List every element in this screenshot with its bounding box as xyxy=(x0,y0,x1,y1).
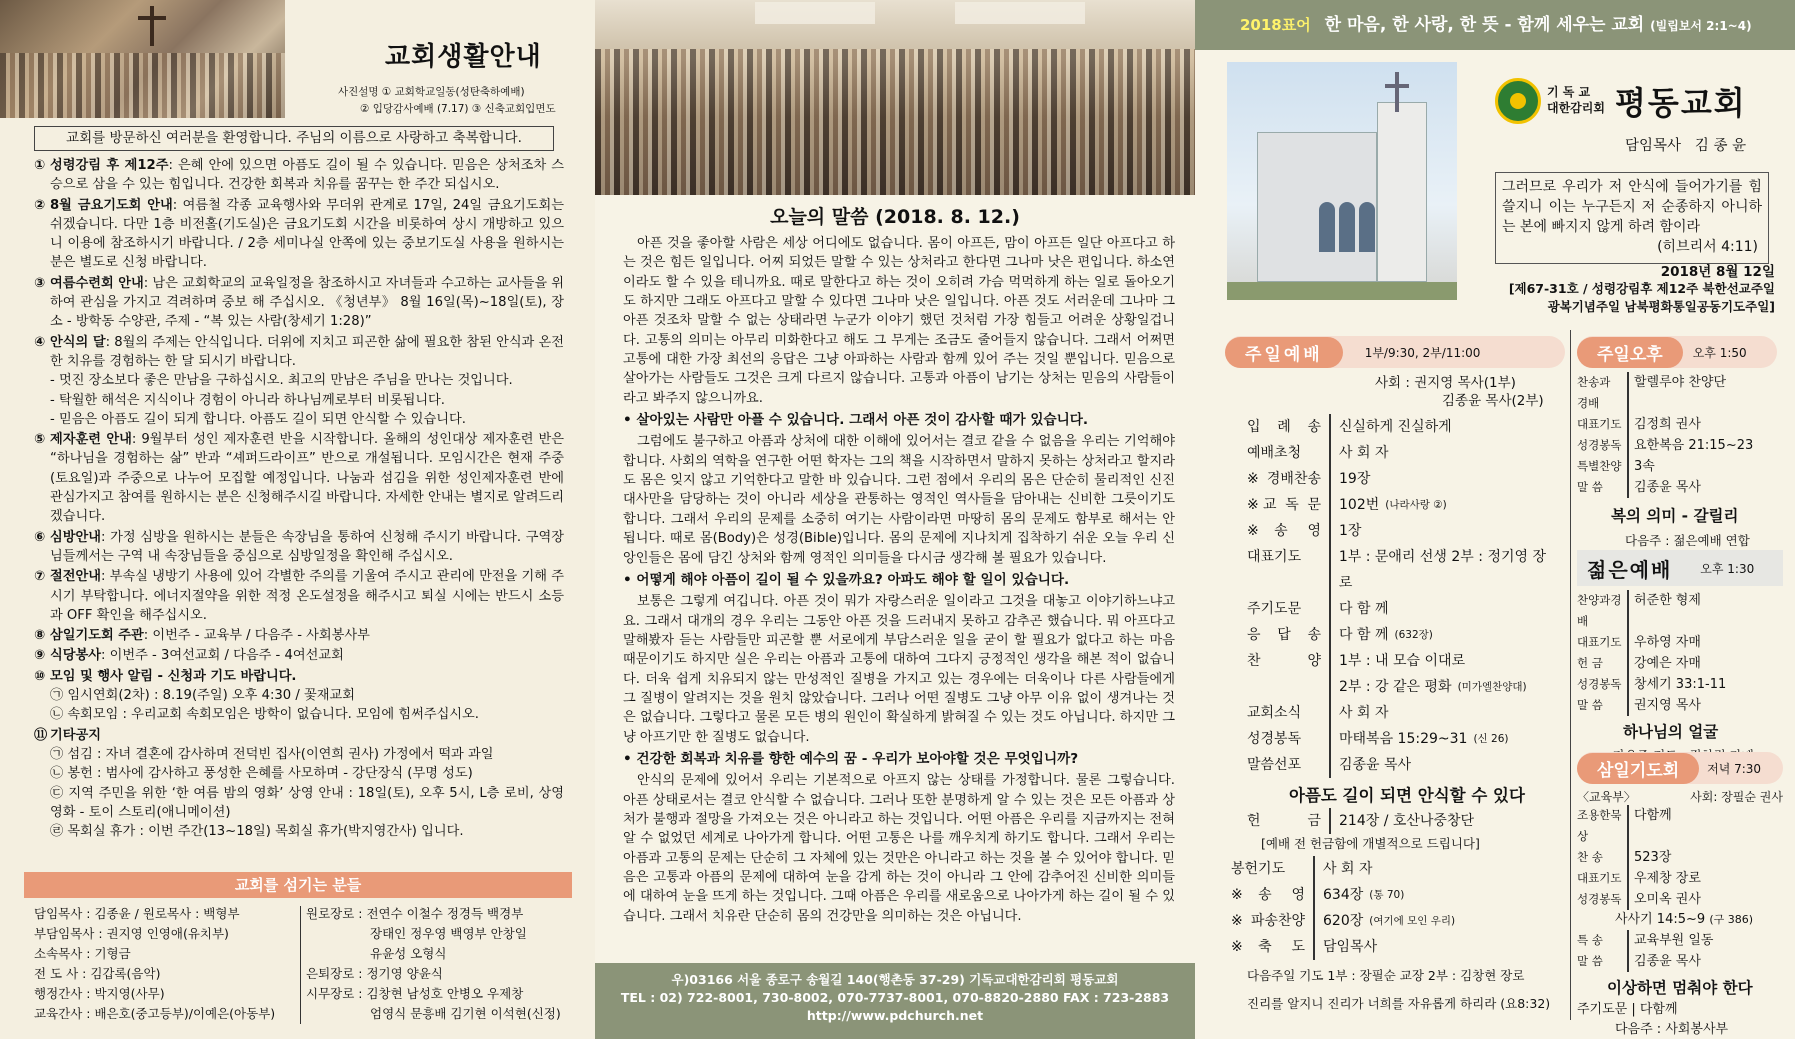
service-item-name: 말 씀 xyxy=(1577,951,1629,972)
children-group-photo xyxy=(0,0,285,118)
announcement-number: ① xyxy=(34,158,46,173)
worship-order-row xyxy=(1247,544,1565,596)
welcome-box: 교회를 방문하신 여러분을 환영합니다. 주님의 이름으로 사랑하고 축복합니다. xyxy=(34,126,554,151)
young-worship-label: 젊은예배 xyxy=(1587,557,1673,582)
service-item-value: 다함께 xyxy=(1634,808,1672,823)
servants-title: 교회를 섬기는 분들 xyxy=(24,872,572,898)
worship-order-row xyxy=(1247,518,1565,544)
service-order-row xyxy=(1577,477,1777,498)
photo-caption: 사진설명 ① 교회학교일동(성탄축하예배) ② 입당감사예배 (7.17) ③ 신축교회입면도 xyxy=(338,86,556,115)
order-item-value: 634장 xyxy=(1323,887,1364,903)
order-item-name: 대표기도 xyxy=(1247,544,1331,596)
order-item-note: (신 26) xyxy=(1473,733,1509,745)
worship-order-row xyxy=(1247,700,1565,726)
bible-verse-box: 그러므로 우리가 저 안식에 들어가기를 힘쓸지니 이는 누구든지 저 순종하지 아니하는 본에 빠지지 않게 하려 함이라 (히브리서 4:11) xyxy=(1495,172,1769,264)
order-item-note: (632장) xyxy=(1394,629,1433,641)
worship-order-row xyxy=(1231,934,1565,960)
afternoon-worship-section: 주일오후 오후 1:50 찬송과 경배 할렐루야 찬양단 대표기도 김정희 권사 성경봉독 요한복음 21:15~23 특별찬양 3속 말 씀 김종윤 목사 복의 의미 - 갈릴리 다음주 : 젊은예배 연합 xyxy=(1577,336,1777,568)
service-item-name: 대표기도 xyxy=(1577,414,1629,435)
order-item-name: 말씀선포 xyxy=(1247,752,1331,778)
order-item-value: 1장 xyxy=(1339,523,1362,539)
worship-order-row xyxy=(1247,674,1565,700)
worship-order-row xyxy=(1247,596,1565,622)
dedication-service-photo xyxy=(595,0,1195,195)
announcement-heading: 식당봉사 xyxy=(50,648,101,664)
announcement-item xyxy=(34,430,564,526)
page-title: 교회생활안내 xyxy=(385,42,542,72)
sermon-body xyxy=(623,234,1175,926)
service-item-name: 특별찬양 xyxy=(1577,456,1629,477)
service-item-name: 성경봉독 xyxy=(1577,435,1629,456)
service-order-row xyxy=(1577,590,1783,632)
service-item-name: 말 씀 xyxy=(1577,695,1629,716)
announcement-number: ⑥ xyxy=(34,529,46,545)
worship-order-row xyxy=(1247,752,1565,778)
presider: 사회 : 권지영 목사(1부) 김종윤 목사(2부) xyxy=(1375,375,1544,409)
wednesday-prayer-label: 삼일기도회 xyxy=(1577,753,1699,784)
announcement-item xyxy=(34,274,564,332)
service-item-name: 성경봉독 xyxy=(1577,889,1629,910)
offering-order xyxy=(1247,808,1565,834)
announcement-number: ⑪ xyxy=(34,727,48,743)
wednesday-sermon-title: 이상하면 멈춰야 한다 xyxy=(1607,979,1753,997)
service-order-row xyxy=(1577,930,1783,951)
service-item-name: 찬 송 xyxy=(1577,847,1629,868)
worship-order-row xyxy=(1247,414,1565,440)
announcement-text: : 여름철 각종 교육행사와 무더위 관계로 17일, 24일 금요기도회는 쉬겠습니다. 다만 1층 비전홀(기도실)은 금요기도회 시간을 비롯하여 상시 개방하고 있으니 이용에 참조하시기 바랍니다. / 2층 세미나실 안쪽에 있는 중보기도실 사용을 원하시는 분은 별도로 신청 바랍니다. xyxy=(50,197,565,271)
order-item-name: ※교 독 문 xyxy=(1247,492,1331,518)
service-order-row xyxy=(1577,653,1783,674)
bulletin-date: 2018년 8월 12일 xyxy=(1660,264,1775,280)
announcement-list xyxy=(34,156,564,842)
worship-order-row xyxy=(1231,908,1565,934)
order-item-name: 예배초청 xyxy=(1247,440,1331,466)
service-item-value: 김정희 권사 xyxy=(1634,417,1701,432)
servant-line: 은퇴장로 : 정기영 양윤식 xyxy=(306,966,443,981)
announcements-panel xyxy=(0,0,595,1039)
announcement-item xyxy=(34,196,564,273)
service-order-row xyxy=(1577,951,1783,972)
afternoon-sermon-title: 복의 의미 - 갈릴리 xyxy=(1611,507,1739,525)
announcement-number: ⑧ xyxy=(34,628,46,644)
servant-line: 부담임목사 : 권지영 인영애(유치부) xyxy=(34,926,229,941)
service-order-row xyxy=(1577,674,1783,695)
worship-order-row xyxy=(1247,622,1565,648)
order-item-name: ※파송찬양 xyxy=(1231,908,1315,934)
bulletin-cover xyxy=(1195,0,1795,1039)
service-item-value: 523장 xyxy=(1634,850,1672,865)
announcement-heading: 8월 금요기도회 안내 xyxy=(50,197,173,213)
worship-order-row xyxy=(1247,466,1565,492)
closing-order-list xyxy=(1231,856,1565,960)
sermon-panel xyxy=(595,0,1195,1039)
sermon-point-heading: • 살아있는 사람만 아플 수 있습니다. 그래서 아픈 것이 감사할 때가 있습니다. xyxy=(623,412,1089,429)
service-item-value: 교육부원 일동 xyxy=(1634,933,1714,948)
young-sermon-title: 하나님의 얼굴 xyxy=(1623,723,1719,741)
service-item-value: 오미옥 권사 xyxy=(1634,892,1701,907)
worship-order-row xyxy=(1247,492,1565,518)
church-name: 평동교회 xyxy=(1615,84,1747,122)
order-item-name: 교회소식 xyxy=(1247,700,1331,726)
service-order-row xyxy=(1577,435,1777,456)
service-item-value: 김종윤 목사 xyxy=(1634,954,1701,969)
announcement-text: : 부속실 냉방기 사용에 있어 각별한 주의를 기울여 주시고 관리에 만전을 기해 주시기 부탁합니다. 에너지절약을 위한 적정 온도설정을 해주시고 퇴실 시에는 반드시 소등과 OFF 확인을 해주십시오. xyxy=(50,569,564,623)
announcement-heading: 기타공지 xyxy=(50,727,101,743)
service-item-name: 찬양과경배 xyxy=(1577,590,1629,632)
order-item-value: 1부 : 내 모습 이대로 xyxy=(1339,653,1466,669)
order-item-name: 입 례 송 xyxy=(1247,414,1331,440)
order-item-note: (통 70) xyxy=(1369,889,1405,901)
service-item-value: 우하영 자매 xyxy=(1634,635,1701,650)
order-item-value: 사 회 자 xyxy=(1339,445,1389,461)
announcement-text: : 가정 심방을 원하시는 분들은 속장님을 통하여 신청해 주시기 바랍니다. 구역장님들께서는 구역 내 속장님들을 중심으로 심방일정을 확인해 주십시오. xyxy=(50,529,564,564)
announcement-heading: 안식의 달 xyxy=(50,334,106,350)
order-item-note: (여기에 모인 우리) xyxy=(1369,915,1456,927)
announcement-text: : 은혜 안에 있으면 아픔도 길이 될 수 있습니다. 믿음은 상처조차 스승으로 삼을 수 있는 힘입니다. 건강한 회복과 치유를 꿈꾸는 한 주간 되십시오. xyxy=(50,158,564,193)
servant-line: 엄영식 문흥배 김기현 이석현(신정) xyxy=(370,1006,561,1021)
worship-order-row xyxy=(1231,882,1565,908)
announcement-item xyxy=(34,726,564,842)
announcement-number: ⑩ xyxy=(34,668,46,684)
servant-line: 시무장로 : 김창현 남성호 안병오 우제창 xyxy=(306,986,524,1001)
church-contact-footer: 우)03166 서울 종로구 송월길 140(행촌동 37-29) 기독교대한감리회 평동교회 TEL : 02) 722-8001, 730-8002, 070-7737-8001, 070-8820-2880 FAX : 723-2883 http://www.pdchurch.net xyxy=(595,963,1195,1039)
order-item-name: ※송 영 xyxy=(1231,882,1315,908)
afternoon-worship-label: 주일오후 xyxy=(1577,337,1683,368)
church-building-image xyxy=(1227,62,1457,300)
announcement-item xyxy=(34,646,564,665)
sunday-sermon-title: 아픔도 길이 되면 안식할 수 있다 xyxy=(1289,786,1525,805)
order-item-name: ※송 영 xyxy=(1247,518,1331,544)
order-item-value: 214장 / 호산나중창단 xyxy=(1339,813,1475,829)
order-item-value: 다 함 께 xyxy=(1339,601,1389,617)
service-order-row xyxy=(1577,889,1783,910)
yearly-motto-bar: 2018표어 한 마음, 한 사랑, 한 뜻 - 함께 세우는 교회 (빌립보서 2:1~4) xyxy=(1195,0,1795,50)
order-item-value: 1부 : 문애리 선생 2부 : 정기영 장로 xyxy=(1338,549,1546,591)
order-item-note: (나라사랑 ②) xyxy=(1385,499,1447,511)
week-info: [제67-31호 / 성령강림후 제12주 북한선교주일 광복기념주일 남북평화통일공동기도주일] xyxy=(1508,281,1775,314)
order-item-name: ※경배찬송 xyxy=(1247,466,1331,492)
service-item-value: 강예은 자매 xyxy=(1634,656,1701,671)
order-item-name: 봉헌기도 xyxy=(1231,856,1315,882)
announcement-number: ⑤ xyxy=(34,432,46,448)
sermon-point-heading: • 건강한 회복과 치유를 향한 예수의 꿈 - 우리가 보아야할 것은 무엇입니까? xyxy=(623,750,1079,767)
announcement-heading: 삼일기도회 주관 xyxy=(50,628,144,644)
service-order-row xyxy=(1577,805,1783,847)
announcement-item xyxy=(34,567,564,625)
announcement-heading: 여름수련회 안내 xyxy=(50,275,144,291)
church-seal-icon xyxy=(1495,78,1541,124)
order-item-value: 사 회 자 xyxy=(1339,705,1389,721)
announcement-text: : 이번주 - 교육부 / 다음주 - 사회봉사부 xyxy=(143,628,370,644)
service-order-row xyxy=(1577,847,1783,868)
service-order-row xyxy=(1577,414,1777,435)
service-item-value: 권지영 목사 xyxy=(1634,698,1701,713)
servant-line: 소속목사 : 기형금 xyxy=(34,946,131,961)
denomination-label: 기 독 교 대한감리회 xyxy=(1547,85,1605,115)
announcement-number: ③ xyxy=(34,275,46,291)
servant-line: 교육간사 : 배은호(중고등부)/이예은(아동부) xyxy=(34,1006,276,1021)
announcement-heading: 제자훈련 안내 xyxy=(50,432,132,448)
order-item-value: 담임목사 xyxy=(1323,939,1378,955)
order-item-name: 응 답 송 xyxy=(1247,622,1331,648)
announcement-heading: 모임 및 행사 알림 - 신청과 기도 바랍니다. xyxy=(50,668,297,684)
sermon-point-heading: • 어떻게 해야 아픔이 길이 될 수 있을까요? 아파도 해야 할 일이 있습니다. xyxy=(623,571,1070,588)
service-item-value: 허준한 형제 xyxy=(1634,593,1701,608)
servant-line: 담임목사 : 김종윤 / 원로목사 : 백형부 xyxy=(34,906,240,921)
servant-line: 행정간사 : 박지영(사무) xyxy=(34,986,165,1001)
service-item-value: 창세기 33:1-11 xyxy=(1634,677,1727,692)
order-item-name: 헌 금 xyxy=(1247,808,1331,834)
young-worship-section: 젊은예배 오후 1:30 찬양과경배 허준한 형제 대표기도 우하영 자매 헌 금 강예은 자매 성경봉독 창세기 33:1-11 말 씀 권지영 목사 하나님의 얼굴 xyxy=(1577,550,1783,764)
servant-line: 원로장로 : 전연수 이철수 정경득 백경부 xyxy=(306,906,524,921)
order-item-value: 마태복음 15:29~31 xyxy=(1339,731,1468,747)
servants-divider xyxy=(300,906,301,1024)
service-order-row xyxy=(1577,456,1777,477)
service-item-name: 찬송과 경배 xyxy=(1577,372,1629,414)
order-item-value: 102번 xyxy=(1339,497,1380,513)
announcement-number: ④ xyxy=(34,334,46,350)
announcement-text: : 8월의 주제는 안식입니다. 더위에 지치고 피곤한 삶에 필요한 참된 안식과 온전한 치유를 경험하는 한 달 되시기 바랍니다. - 멋진 장소보다 좋은 만남을 구하십시오. 최고의 만남은 주님을 만나는 것입니다. - 탁월한 해석은 지식이나 경험이 아니라 하나님께로부터 비롯됩니다. - 믿음은 아픔도 길이 되게 합니다. 아픔도 길이 되면 안식할 수 있습니다. xyxy=(50,334,564,427)
servants-right xyxy=(306,904,591,1024)
sermon-paragraph: 보통은 그렇게 여깁니다. 아픈 것이 뭐가 자랑스러운 일이라고 그것을 대놓고 이야기하느냐고요. 그래서 대개의 경우 우리는 그동안 아픈 것을 드러내지 못하고 감추곤 했습니다. 뭐 아프다고 말해봤자 듣는 사람들만 피곤할 뿐 서로에게 부담스러운 일을 굳이 할 필요가 없다고 하는 마음 때문이기도 하지만 실은 우리는 아픔과 고통에 대하여 그다지 긍정적인 생각을 해본 적이 없습니다. 더욱 쉽게 치유되지 않는 만성적인 질병을 가지고 있는 경우에는 더욱이나 다른 사람들에게 그 질병이 알려지는 것을 원치 않았습니다. 그러나 어떤 질병도 그냥 아무 이유 없이 생겨나는 것은 없습니다. 그렇다고 물론 모든 병의 원인이 확실하게 밝혀질 수 있는 것도 아닙니다. 하지만 그냥 아프기만 한 질병도 없습니다. xyxy=(623,594,1175,745)
sermon-paragraph: 안식의 문제에 있어서 우리는 기본적으로 아프지 않는 상태를 가정합니다. 물론 그렇습니다. 아픈 상태로서는 결코 안식할 수 없습니다. 그러나 또한 분명하게 알 수 있는 것은 모든 아픔과 상처가 불행과 절망을 가져오는 것은 아니라고 하는 것입니다. 어떤 아픔은 우리를 지금까지는 전혀 알 수 없었던 세계로 나아가게 합니다. 어떤 고통은 나를 깨우치게 하기도 합니다. 그래서 우리는 아픔과 고통의 문제는 단순히 그 자체에 있는 것만은 아니라고 하는 것을 볼 수 있어야 합니다. 믿음은 고통과 아픔의 문제에 대하여 눈을 감게 하는 것이 아니라 그 안에 감추어진 신비한 의미들에 대하여 눈을 뜨게 하는 것입니다. 그때 아픔은 우리를 새로움으로 나아가게 하는 길이 될 수 있습니다. 그래서 치유란 단순히 몸의 건강만을 의미하는 것은 아닙니다. xyxy=(623,773,1175,924)
announcement-text: ㉠ 섬김 : 자녀 결혼에 감사하며 전덕빈 집사(이연희 권사) 가정에서 떡과 과일 ㉡ 봉헌 : 범사에 감사하고 풍성한 은혜를 사모하며 - 강단장식 (무명 성도) ㉢ 지역 주민을 위한 ‘한 여름 밤의 영화’ 상영 안내 : 18일(토), 오후 5시, L층 로비, 상영 영화 - 토이 스토리(애니메이션) ㉣ 목회실 휴가 : 이번 주간(13~18일) 목회실 휴가(박지영간사) 입니다. xyxy=(50,746,564,840)
order-item-value: 신실하게 진실하게 xyxy=(1339,419,1452,435)
sunday-worship-times: 1부/9:30, 2부/11:00 xyxy=(1364,345,1481,360)
announcement-number: ② xyxy=(34,197,46,213)
service-item-value: 할렐루야 찬양단 xyxy=(1634,375,1727,390)
announcement-number: ⑨ xyxy=(34,648,46,664)
worship-order-row xyxy=(1247,726,1565,752)
next-week-prayer: 다음주일 기도 1부 : 장필순 교장 2부 : 김창현 장로 xyxy=(1247,968,1525,983)
sunday-worship-section xyxy=(1225,336,1565,1012)
service-item-name: 조용한묵상 xyxy=(1577,805,1629,847)
worship-order-row xyxy=(1247,808,1565,834)
announcement-text: : 9월부터 성인 제자훈련 반을 시작합니다. 올해의 성인대상 제자훈련 반은 “하나님을 경험하는 삶” 반과 “셰퍼드라이프” 반으로 개설됩니다. 모임시간은 현재 주중(토요일)과 주중으로 나누어 모집할 예정입니다. 나눔과 섬김을 위한 성인제자훈련 반에 관심가지고 참여를 원하시는 분은 신청해주시길 바랍니다. 자세한 안내는 별지로 알려드리겠습니다. xyxy=(50,432,564,525)
announcement-item xyxy=(34,156,564,195)
worship-order-row xyxy=(1247,648,1565,674)
order-item-note: (미가엘찬양대) xyxy=(1457,681,1527,693)
service-item-value: 우제창 장로 xyxy=(1634,871,1701,886)
servants-left xyxy=(34,904,299,1024)
service-item-name: 대표기도 xyxy=(1577,868,1629,889)
servant-line: 전 도 사 : 김갑록(음악) xyxy=(34,966,161,981)
announcement-item xyxy=(34,626,564,645)
announcement-item xyxy=(34,528,564,567)
service-item-name: 헌 금 xyxy=(1577,653,1629,674)
service-order-row xyxy=(1577,372,1777,414)
sunday-worship-label: 주일예배 xyxy=(1225,337,1343,368)
order-item-value: 19장 xyxy=(1339,471,1371,487)
order-item-name: 성경봉독 xyxy=(1247,726,1331,752)
offering-note: [예배 전 헌금함에 개별적으로 드립니다] xyxy=(1261,836,1480,851)
order-item-name: ※축 도 xyxy=(1231,934,1315,960)
worship-order-row xyxy=(1231,856,1565,882)
announcement-number: ⑦ xyxy=(34,569,46,585)
order-item-value: 김종윤 목사 xyxy=(1339,757,1412,773)
service-item-name: 성경봉독 xyxy=(1577,674,1629,695)
servant-line: 장태인 정우영 백영부 안창일 xyxy=(370,926,527,941)
worship-order-list xyxy=(1247,414,1565,778)
worship-order-row xyxy=(1247,440,1565,466)
announcement-heading: 심방안내 xyxy=(50,529,101,545)
sermon-paragraph: 아픈 것을 좋아할 사람은 세상 어디에도 없습니다. 몸이 아프든, 맘이 아프든 일단 아프다고 하는 것은 힘든 일입니다. 어찌 되었든 말할 수 있는 상처라고 한다면 그나마 낫은 편입니다. 하소연이라도 할 수 있을 테니까요. 때로 말한다고 하는 것이 오히려 가슴 먹먹하게 하는 일로 돌아오기도 하지만 그래도 아프다고 말할 수 있다면 그나마 낫은 일입니다. 아픈 것도 서러운데 그나마 그 아픈 것조차 말할 수 없는 상태라면 누군가 이야기 했던 것처럼 가장 힘들고 어려운 상황일겁니다. 고통의 의미는 아무리 미화한다고 해도 그 무게는 조금도 줄어들지 않습니다. 그래서 어쩌면 고통에 대한 가장 최선의 응답은 그냥 아파하는 사람과 함께 있어 주는 것일 뿐입니다. 믿음으로 살아가는 사람들도 그것은 크게 다르지 않습니다. 고통과 아픔이 남기는 상처는 믿음의 사람들이라고 봐주지 않으니까요. xyxy=(623,236,1175,406)
service-item-value: 요한복음 21:15~23 xyxy=(1634,438,1754,453)
order-item-value: 2부 : 강 같은 평화 xyxy=(1339,679,1452,695)
sermon-paragraph: 그럼에도 불구하고 아픔과 상처에 대한 이해에 있어서는 결코 같을 수 없음을 우리는 기억해야 합니다. 사회의 역학을 연구한 어떤 학자는 그의 책을 시작하면서 말하지 못하는 상처라고 할지라도 몸은 잊지 않고 기억한다고 말한 바 있습니다. 그런 점에서 우리의 몸은 단순히 물리적인 신진대사만을 담당하는 것이 아니라 세상을 관통하는 영적인 역사들을 담아내는 신비한 그릇이기도 합니다. 그래서 우리의 문제를 소중히 여기는 사람이라면 마땅히 몸의 문제도 함부로 해서는 안 됩니다. 때로 몸(Body)은 성경(Bible)입니다. 몸의 문제에 지나치게 집착하기 쉬운 오늘 우리 신앙인들은 몸에 담긴 상처와 함께 영적인 의미들을 다시금 생각해 볼 필요가 있습니다. xyxy=(623,434,1175,566)
announcement-heading: 절전안내 xyxy=(50,569,101,585)
sermon-title: 오늘의 말씀 (2018. 8. 12.) xyxy=(770,206,1020,228)
service-item-value: 3속 xyxy=(1634,459,1655,474)
closing-verse: 진리를 알지니 진리가 너희를 자유롭게 하리라 (요8:32) xyxy=(1247,996,1551,1011)
service-order-row xyxy=(1577,868,1783,889)
senior-pastor: 담임목사 김 종 윤 xyxy=(1625,138,1747,154)
announcement-heading: 성령강림 후 제12주 xyxy=(50,158,169,173)
announcement-text: ㉠ 임시연회(2차) : 8.19(주일) 오후 4:30 / 꽃재교회 ㉡ 속회모임 : 우리교회 속회모임은 방학이 없습니다. 모임에 힘써주십시오. xyxy=(50,688,479,723)
service-item-name: 말 씀 xyxy=(1577,477,1629,498)
order-item-name xyxy=(1247,674,1331,700)
servant-line: 유윤성 오형식 xyxy=(370,946,447,961)
order-item-name: 주기도문 xyxy=(1247,596,1331,622)
order-item-value: 620장 xyxy=(1323,913,1364,929)
column-divider xyxy=(1570,330,1571,1020)
wednesday-prayer-section: 삼일기도회 저녁 7:30 〈교육부〉 사회: 장필순 권사 조용한묵상 다함께 찬 송 523장 대표기도 우제창 장로 성경봉독 오미옥 권사 사사기 14:5~9 (구 386) 특 송 교육부원 일동 말 씀 김종윤 목사 이상하면 멈춰야 한다 주기도문 | 다함께 다음주 : 사회봉사부 xyxy=(1577,752,1783,1039)
order-item-value: 다 함 께 xyxy=(1339,627,1389,643)
order-item-name: 찬 양 xyxy=(1247,648,1331,674)
announcement-item xyxy=(34,667,564,725)
service-item-value: 김종윤 목사 xyxy=(1634,480,1701,495)
order-item-value: 사 회 자 xyxy=(1323,861,1373,877)
announcement-text: : 이번주 - 3여선교회 / 다음주 - 4여선교회 xyxy=(100,648,344,664)
announcement-item xyxy=(34,333,564,429)
announcement-text: : 남은 교회학교의 교육일정을 참조하시고 자녀들과 수고하는 교사들을 위하여 관심을 가지고 격려하며 중보 해 주십시오. 《청년부》 8월 16일(목)~18일(토), 장소 - 방학동 수양관, 주제 - “복 있는 사람(창세기 1:28)” xyxy=(50,275,565,330)
service-order-row xyxy=(1577,632,1783,653)
service-order-row xyxy=(1577,695,1783,716)
service-item-name: 특 송 xyxy=(1577,930,1629,951)
service-item-name: 대표기도 xyxy=(1577,632,1629,653)
